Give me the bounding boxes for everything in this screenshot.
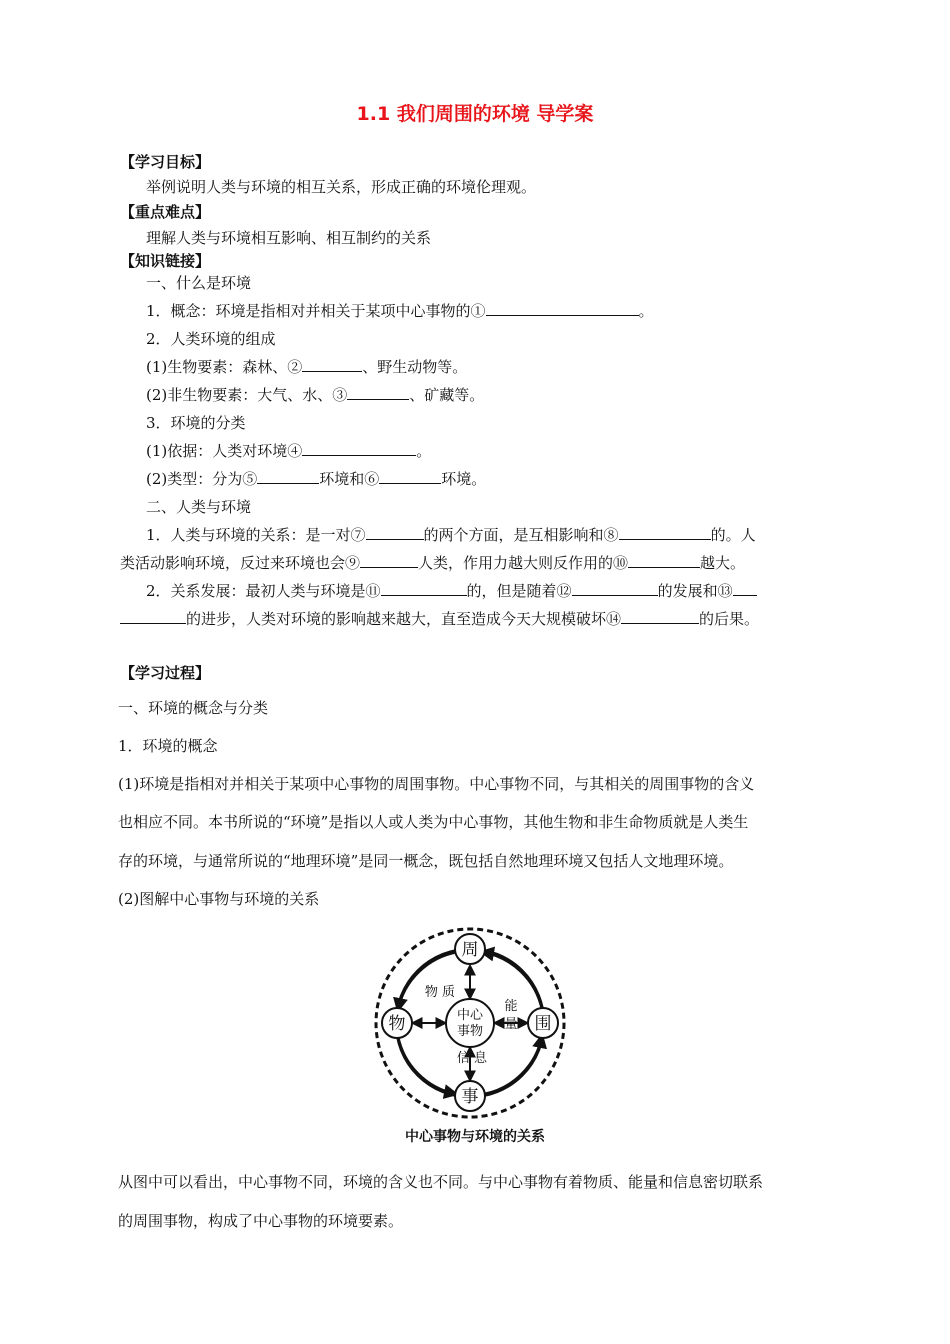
line-text: (2)非生物要素：大气、水、③ (146, 386, 348, 404)
center-label-1: 中心 (456, 1008, 484, 1023)
page-title: 1.1 我们周围的环境 导学案 (356, 103, 594, 125)
line-text: 的进步，人类对环境的影响越来越大，直至造成今天大规模破坏⑭ (186, 610, 622, 628)
center-environment-diagram (370, 924, 570, 1122)
center-label-2: 事物 (456, 1024, 484, 1039)
line-text: 类活动影响环境，反过来环境也会⑨ (120, 554, 361, 572)
diagram-caption: 中心事物与环境的关系 (405, 1129, 545, 1145)
blank-6 (379, 469, 441, 484)
blank-4 (302, 441, 416, 456)
info-label: 信 息 (456, 1051, 488, 1066)
learning-goal-text: 举例说明人类与环境的相互关系，形成正确的环境伦理观。 (146, 178, 537, 196)
line-text: (1)依据：人类对环境④ (146, 442, 303, 460)
line-text: 的。人 (710, 526, 756, 544)
knowledge-line (146, 385, 484, 405)
line-text: 环境和⑥ (319, 470, 380, 488)
process-line: (2)图解中心事物与环境的关系 (118, 890, 320, 908)
key-points-heading: 【重点难点】 (120, 203, 211, 221)
line-text: (1)生物要素：森林、② (146, 358, 303, 376)
line-text: 的后果。 (699, 610, 760, 628)
blank-13-start (733, 581, 757, 596)
process-line: 也相应不同。本书所说的“环境”是指以人或人类为中心事物，其他生物和非生命物质就是人类生 (118, 813, 749, 831)
process-line: (1)环境是指相对并相关于某项中心事物的周围事物。中心事物不同，与其相关的周围事物的含义 (118, 775, 755, 793)
line-text: 1．概念：环境是指相对并相关于某项中心事物的① (146, 302, 486, 320)
blank-10 (628, 553, 700, 568)
knowledge-line (120, 609, 759, 629)
blank-3 (347, 385, 409, 400)
knowledge-line (120, 553, 745, 573)
line-text: 。 (638, 302, 654, 320)
line-text: (2)类型：分为⑤ (146, 470, 258, 488)
learning-goal-heading: 【学习目标】 (120, 153, 211, 171)
after-line: 的周围事物，构成了中心事物的环境要素。 (118, 1212, 404, 1230)
learning-process-heading: 【学习过程】 (120, 664, 211, 682)
line-text: 的两个方面，是互相影响和⑧ (423, 526, 619, 544)
line-text: 、野生动物等。 (362, 358, 468, 376)
process-line: 一、环境的概念与分类 (118, 699, 269, 717)
knowledge-line (146, 581, 757, 601)
line-text: 、矿藏等。 (409, 386, 485, 404)
blank-2 (302, 357, 362, 372)
line-text: 。 (416, 442, 432, 460)
node-top-label: 周 (461, 940, 479, 960)
blank-5 (257, 469, 319, 484)
line-text: 的发展和⑬ (657, 582, 733, 600)
blank-14 (621, 609, 699, 624)
blank-9 (360, 553, 418, 568)
knowledge-line (146, 441, 431, 461)
knowledge-line (146, 357, 467, 377)
line-text: 2．关系发展：最初人类与环境是⑪ (146, 582, 381, 600)
after-line: 从图中可以看出，中心事物不同，环境的含义也不同。与中心事物有着物质、能量和信息密切联系 (118, 1173, 764, 1191)
node-center (446, 999, 494, 1047)
knowledge-line: 3．环境的分类 (146, 414, 246, 432)
blank-11 (381, 581, 467, 596)
line-text: 环境。 (441, 470, 487, 488)
knowledge-link-heading: 【知识链接】 (120, 252, 211, 270)
knowledge-line (146, 469, 486, 489)
process-line: 存的环境，与通常所说的“地理环境”是同一概念，既包括自然地理环境又包括人文地理环境。 (118, 852, 734, 870)
blank-8 (619, 525, 711, 540)
blank-7 (366, 525, 424, 540)
line-text: 的，但是随着⑫ (466, 582, 572, 600)
matter-label: 物 质 (424, 985, 456, 1000)
blank-13-end (120, 609, 186, 624)
line-text: 越大。 (700, 554, 746, 572)
key-points-text: 理解人类与环境相互影响、相互制约的关系 (146, 229, 432, 247)
energy-label-1: 能 (504, 999, 518, 1014)
knowledge-line: 二、人类与环境 (146, 498, 252, 516)
line-text: 1．人类与环境的关系：是一对⑦ (146, 526, 366, 544)
knowledge-line: 2．人类环境的组成 (146, 330, 276, 348)
blank-12 (572, 581, 658, 596)
knowledge-line (146, 301, 654, 321)
energy-label-2: 量 (504, 1017, 518, 1032)
node-left-label: 物 (388, 1014, 406, 1034)
process-line: 1．环境的概念 (118, 737, 218, 755)
knowledge-line (146, 525, 756, 545)
blank-1 (486, 301, 639, 316)
node-right-label: 围 (534, 1014, 552, 1034)
line-text: 人类，作用力越大则反作用的⑩ (418, 554, 629, 572)
node-bottom-label: 事 (461, 1087, 479, 1107)
knowledge-line: 一、什么是环境 (146, 274, 252, 292)
